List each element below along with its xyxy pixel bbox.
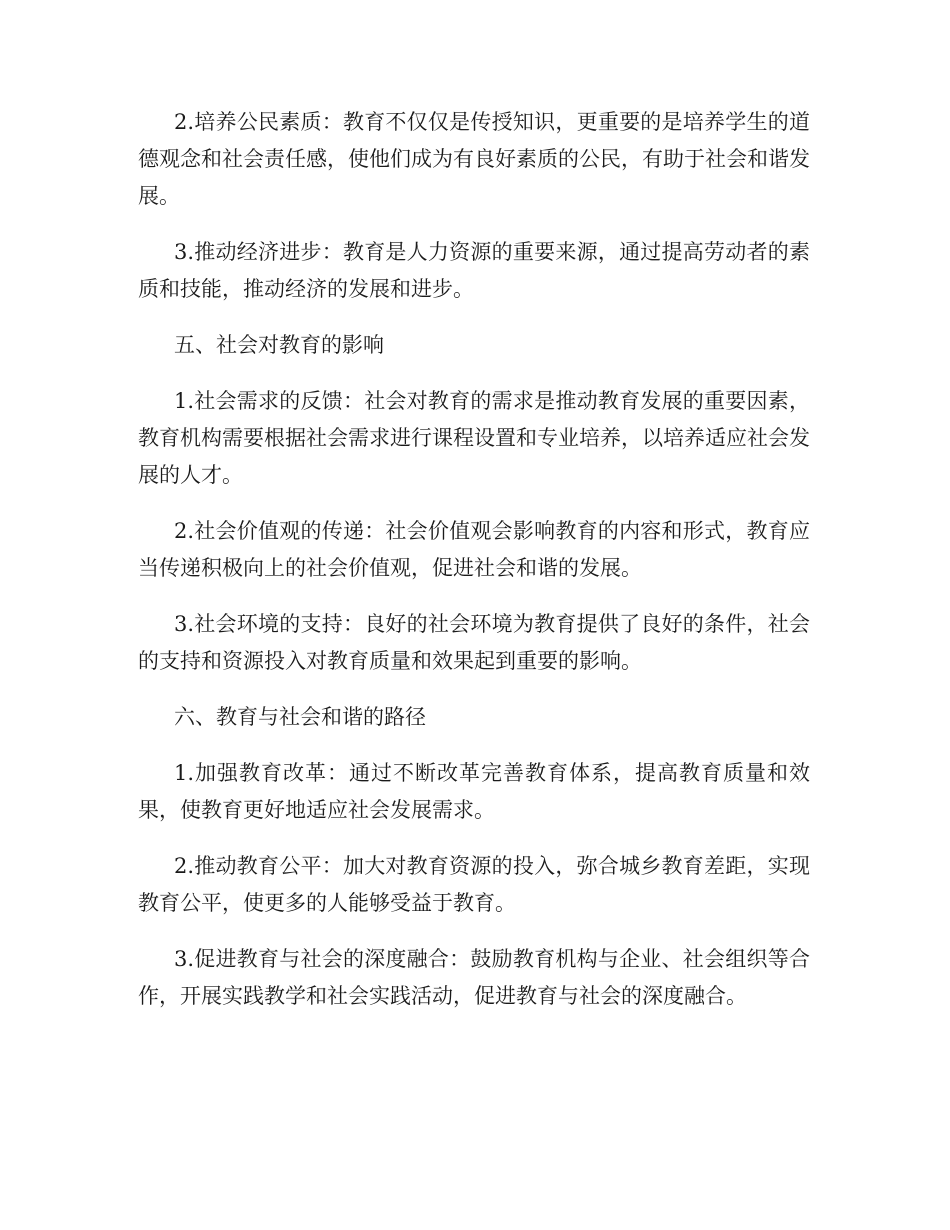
section-heading-five: 五、社会对教育的影响 bbox=[174, 333, 384, 357]
paragraph-social-values: 2.社会价值观的传递：社会价值观会影响教育的内容和形式，教育应当传递积极向上的社会价值观，促进社会和谐的发展。 bbox=[138, 519, 810, 580]
paragraph-social-environment: 3.社会环境的支持：良好的社会环境为教育提供了良好的条件，社会的支持和资源投入对教育质量和效果起到重要的影响。 bbox=[138, 612, 810, 673]
document-body bbox=[138, 104, 810, 1034]
paragraph-economic-progress: 3.推动经济进步：教育是人力资源的重要来源，通过提高劳动者的素质和技能，推动经济的发展和进步。 bbox=[138, 240, 810, 301]
paragraph-social-demand: 1.社会需求的反馈：社会对教育的需求是推动教育发展的重要因素，教育机构需要根据社会需求进行课程设置和专业培养，以培养适应社会发展的人才。 bbox=[138, 389, 810, 487]
paragraph-cultivate-citizens: 2.培养公民素质：教育不仅仅是传授知识，更重要的是培养学生的道德观念和社会责任感，使他们成为有良好素质的公民，有助于社会和谐发展。 bbox=[138, 110, 810, 208]
paragraph-deep-integration: 3.促进教育与社会的深度融合：鼓励教育机构与企业、社会组织等合作，开展实践教学和社会实践活动，促进教育与社会的深度融合。 bbox=[138, 947, 810, 1008]
section-heading-six: 六、教育与社会和谐的路径 bbox=[174, 705, 426, 729]
paragraph-education-equity: 2.推动教育公平：加大对教育资源的投入，弥合城乡教育差距，实现教育公平，使更多的人能够受益于教育。 bbox=[138, 854, 810, 915]
paragraph-education-reform: 1.加强教育改革：通过不断改革完善教育体系，提高教育质量和效果，使教育更好地适应社会发展需求。 bbox=[138, 761, 810, 822]
